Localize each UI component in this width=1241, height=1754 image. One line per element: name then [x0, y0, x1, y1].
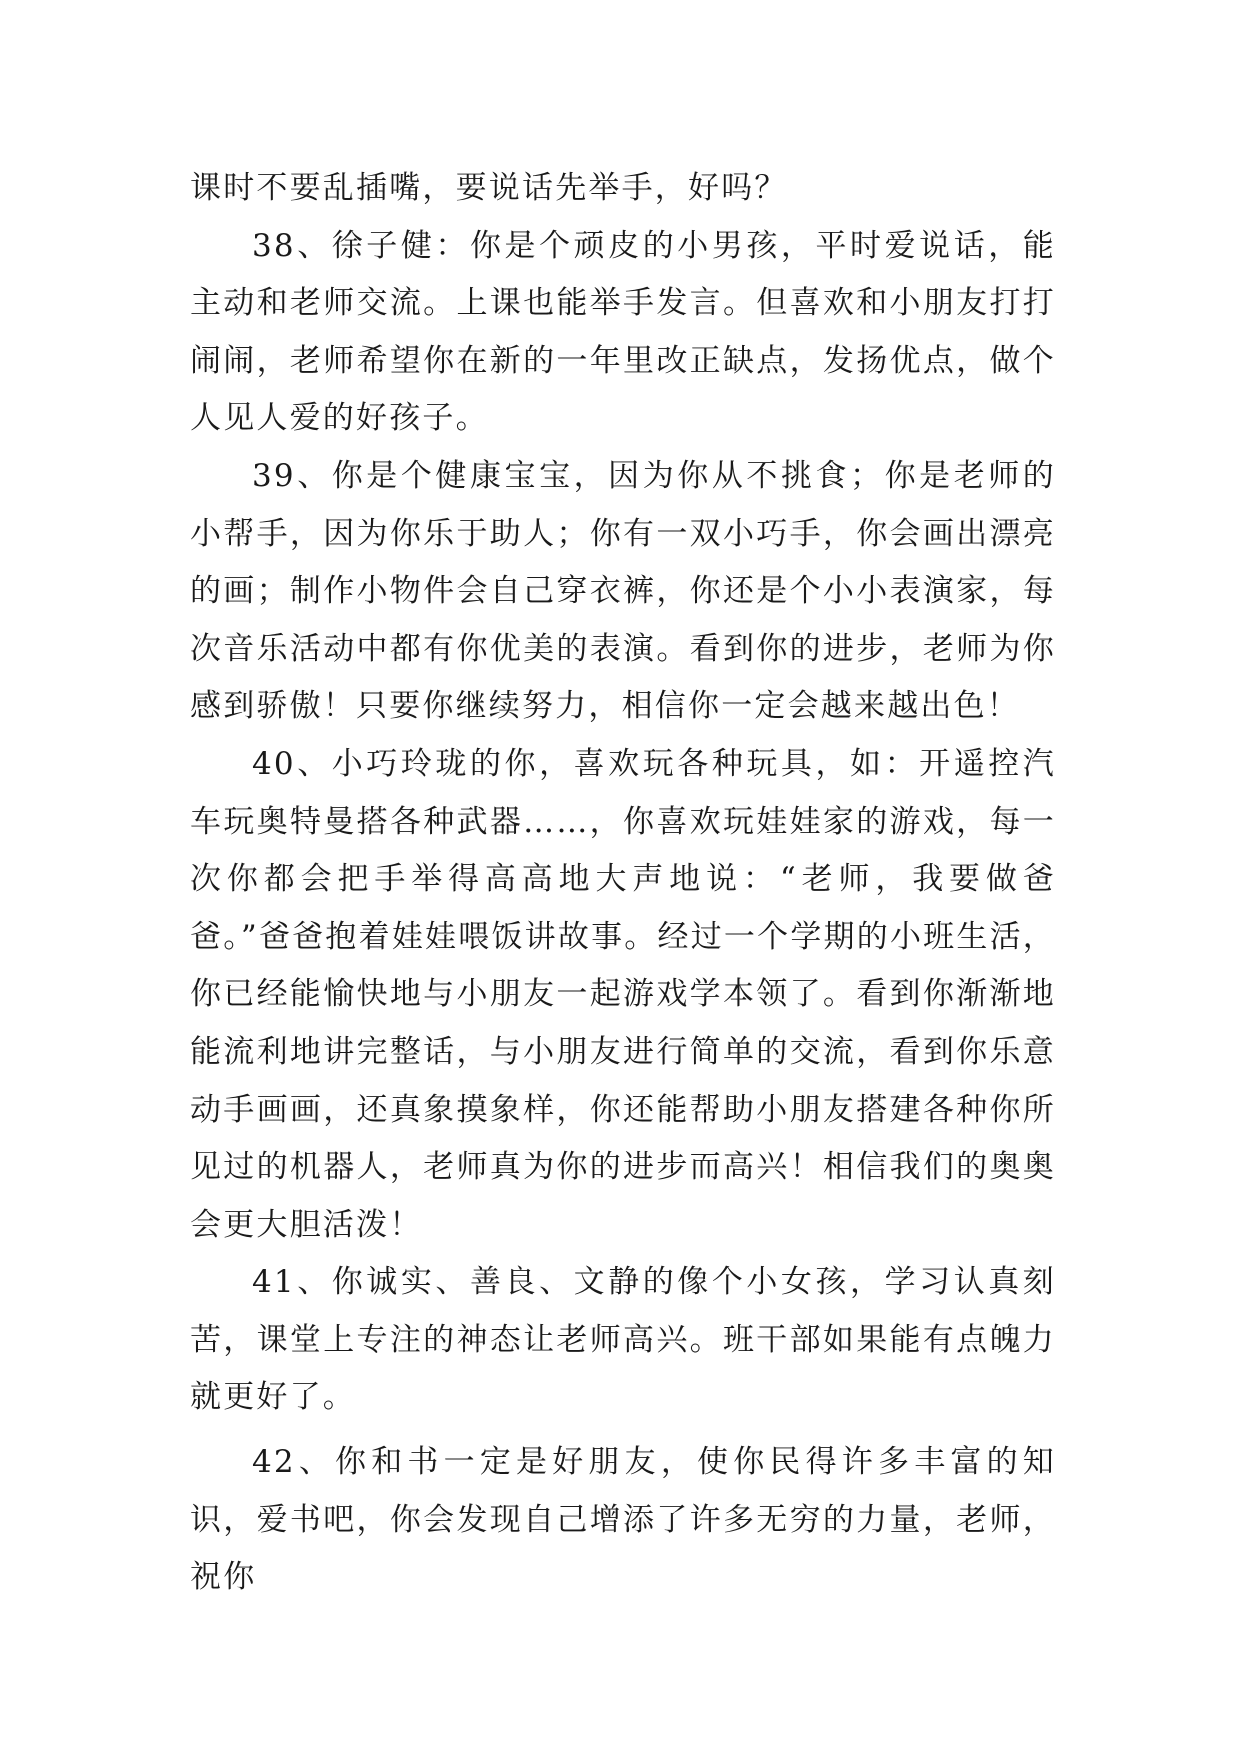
- document-body: [190, 160, 1056, 1607]
- paragraph-38: 38、徐子健：你是个顽皮的小男孩，平时爱说话，能主动和老师交流。上课也能举手发言。但喜欢和小朋友打打闹闹，老师希望你在新的一年里改正缺点，发扬优点，做个人见人爱的好孩子。: [190, 227, 1056, 437]
- paragraph-41: 41、你诚实、善良、文静的像个小女孩，学习认真刻苦，课堂上专注的神态让老师高兴。班干部如果能有点魄力就更好了。: [190, 1264, 1056, 1416]
- paragraph-40: 40、小巧玲珑的你，喜欢玩各种玩具，如：开遥控汽车玩奥特曼搭各种武器……，你喜欢玩娃娃家的游戏，每一次你都会把手举得高高地大声地说：“老师，我要做爸爸。”爸爸抱着娃娃喂饭讲故事。经过一个学期的小班生活，你已经能愉快地与小朋友一起游戏学本领了。看到你渐渐地能流利地讲完整话，与小朋友进行简单的交流，看到你乐意动手画画，还真象摸象样，你还能帮助小朋友搭建各种你所见过的机器人，老师真为你的进步而高兴！相信我们的奥奥会更大胆活泼！: [190, 745, 1056, 1243]
- paragraph-39: 39、你是个健康宝宝，因为你从不挑食；你是老师的小帮手，因为你乐于助人；你有一双小巧手，你会画出漂亮的画；制作小物件会自己穿衣裤，你还是个小小表演家，每次音乐活动中都有你优美的表演。看到你的进步，老师为你感到骄傲！只要你继续努力，相信你一定会越来越出色！: [190, 457, 1056, 725]
- paragraph-42: 42、你和书一定是好朋友，使你民得许多丰富的知识，爱书吧，你会发现自己增添了许多无穷的力量，老师，祝你: [190, 1444, 1056, 1596]
- paragraph-continuation: 课时不要乱插嘴，要说话先举手，好吗？: [190, 170, 788, 206]
